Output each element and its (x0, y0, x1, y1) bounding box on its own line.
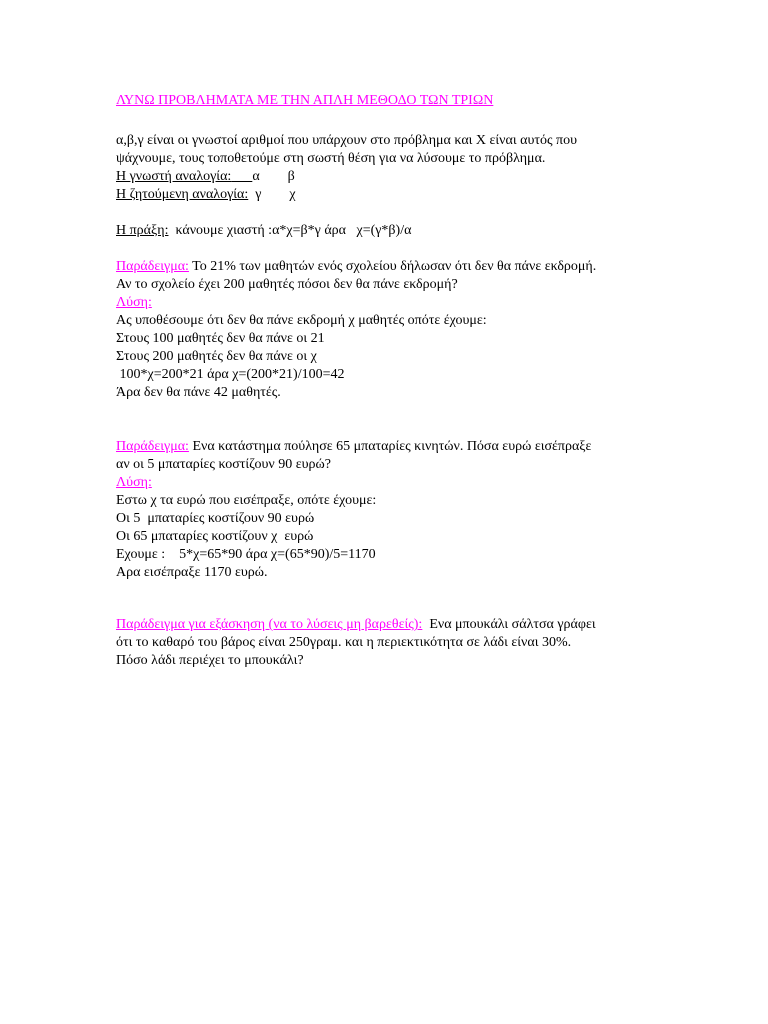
example2-solution-3: Οι 65 μπαταρίες κοστίζουν χ ευρώ (116, 529, 314, 544)
example2-statement-row (116, 438, 656, 456)
example2-label: Παράδειγμα: (116, 439, 189, 454)
example2-solution-label: Λύση: (116, 475, 152, 490)
example1-solution-label: Λύση: (116, 295, 152, 310)
example1-text-2: Αν το σχολείο έχει 200 μαθητές πόσοι δεν θα πάνε εκδρομή? (116, 277, 458, 292)
action-text: κάνουμε χιαστή :α*χ=β*γ άρα χ=(γ*β)/α (175, 223, 412, 238)
example1-label: Παράδειγμα: (116, 259, 189, 274)
example1-solution-5: Άρα δεν θα πάνε 42 μαθητές. (116, 385, 281, 400)
known-ratio-row (116, 168, 656, 186)
example1-solution-1: Ας υποθέσουμε ότι δεν θα πάνε εκδρομή χ μαθητές οπότε έχουμε: (116, 313, 487, 328)
example1-text-1: Το 21% των μαθητών ενός σχολείου δήλωσαν ότι δεν θα πάνε εκδρομή. (188, 259, 597, 274)
spacer (116, 582, 656, 616)
sought-ratio-label: Η ζητούμενη αναλογία: (116, 187, 249, 202)
intro-line-1: α,β,γ είναι οι γνωστοί αριθμοί που υπάρχουν στο πρόβλημα και Χ είναι αυτός που (116, 133, 578, 148)
example2-solution-1: Εστω χ τα ευρώ που εισέπραξε, οπότε έχουμε: (116, 493, 377, 508)
example2-text-1: Ενα κατάστημα πούλησε 65 μπαταρίες κινητών. Πόσα ευρώ εισέπραξε (188, 439, 592, 454)
intro-line-2: ψάχνουμε, τους τοποθετούμε στη σωστή θέση για να λύσουμε το πρόβλημα. (116, 151, 546, 166)
known-ratio-label: Η γνωστή αναλογία: (116, 169, 232, 184)
spacer (116, 240, 656, 258)
document-title: ΛΥΝΩ ΠΡΟΒΛΗΜΑΤΑ ΜΕ ΤΗΝ ΑΠΛΗ ΜΕΘΟΔΟ ΤΩΝ ΤΡΙΩΝ (116, 93, 494, 108)
exercise-label: Παράδειγμα για εξάσκηση (να το λύσεις μη βαρεθείς): (116, 617, 423, 632)
exercise-statement-row (116, 616, 656, 634)
example2-solution-4: Εχουμε : 5*χ=65*90 άρα χ=(65*90)/5=1170 (116, 547, 376, 562)
exercise-text-2: ότι το καθαρό του βάρος είναι 250γραμ. και η περιεκτικότητα σε λάδι είναι 30%. (116, 635, 572, 650)
action-row (116, 222, 656, 240)
example1-solution-4: 100*χ=200*21 άρα χ=(200*21)/100=42 (116, 367, 345, 382)
exercise-text-3: Πόσο λάδι περιέχει το μπουκάλι? (116, 653, 304, 668)
action-label: Η πράξη: (116, 223, 169, 238)
document-page (116, 92, 656, 670)
example2-text-2: αν οι 5 μπαταρίες κοστίζουν 90 ευρώ? (116, 457, 331, 472)
spacer (116, 402, 656, 438)
sought-ratio-values: γ χ (255, 187, 296, 202)
known-ratio-values: α β (252, 169, 295, 184)
spacer (116, 204, 656, 222)
sought-ratio-row (116, 186, 656, 204)
exercise-text-1: Ενα μπουκάλι σάλτσα γράφει (422, 617, 596, 632)
example2-solution-5: Αρα εισέπραξε 1170 ευρώ. (116, 565, 268, 580)
example1-statement-row (116, 258, 656, 276)
example1-solution-2: Στους 100 μαθητές δεν θα πάνε οι 21 (116, 331, 325, 346)
known-ratio-spacer (231, 169, 252, 184)
example2-solution-2: Οι 5 μπαταρίες κοστίζουν 90 ευρώ (116, 511, 315, 526)
example1-solution-3: Στους 200 μαθητές δεν θα πάνε οι χ (116, 349, 317, 364)
